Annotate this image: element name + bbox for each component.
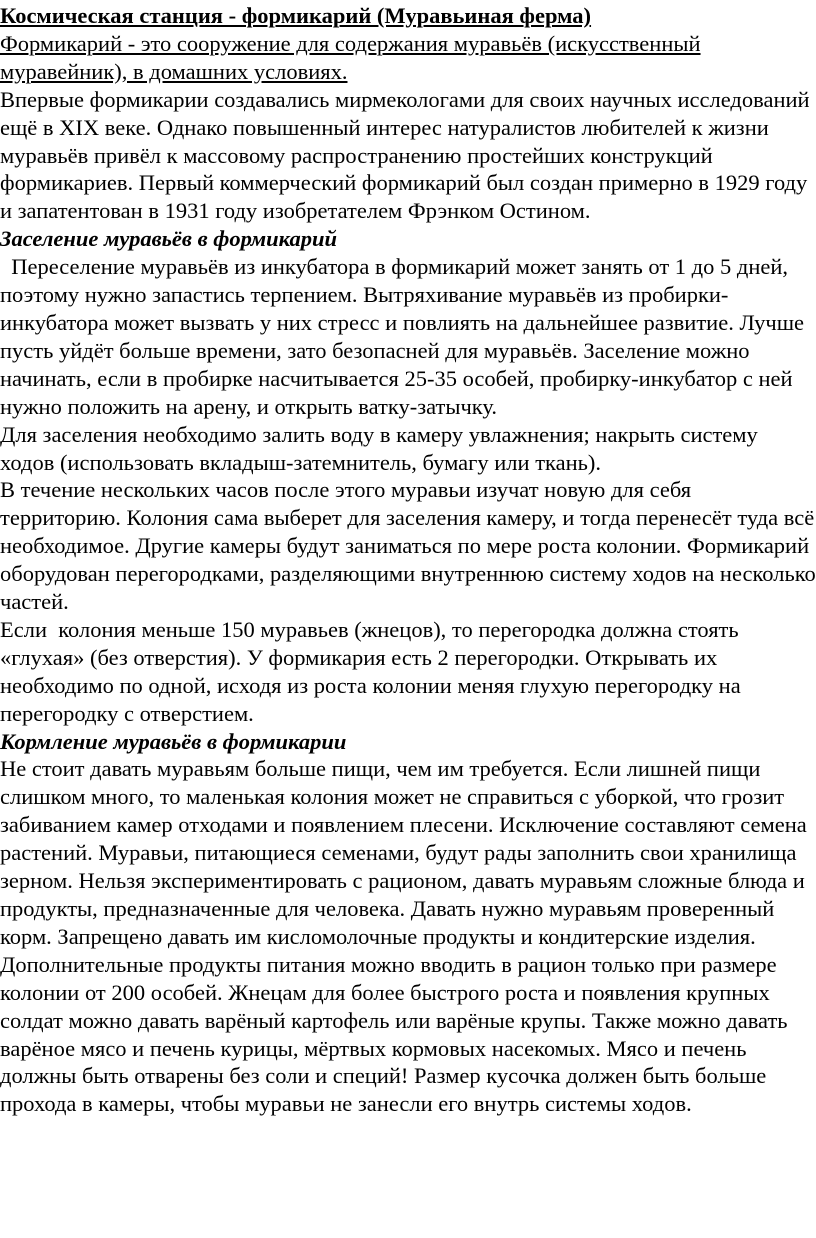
settlement-paragraph-1: Переселение муравьёв из инкубатора в формикарий может занять от 1 до 5 дней, поэтому нужно запастись терпением. Вытряхивание муравьёв из пробирки-инкубатора может вызвать у них стресс и повлиять на дальнейшее развитие. Лучше пусть уйдёт больше времени, зато безопасней для муравьёв. Заселение можно начинать, если в пробирке насчитывается 25-35 особей, пробирку-инкубатор с ней нужно положить на арену, и открыть ватку-затычку. [0,254,810,419]
intro-paragraph: Формикарий - это сооружение для содержания муравьёв (искусственный муравейник), в домашних условиях. [0,30,701,84]
document-title: Космическая станция - формикарий (Муравьиная ферма) [0,3,592,28]
settlement-paragraph-2: Для заселения необходимо залить воду в камеру увлажнения; накрыть систему ходов (использовать вкладыш-затемнитель, бумагу или ткань). [0,421,758,475]
feeding-heading: Кормление муравьёв в формикарии [0,728,347,754]
history-paragraph: Впервые формикарии создавались мирмекологами для своих научных исследований ещё в XIX веке. Однако повышенный интерес натуралистов любителей к жизни муравьёв привёл к массовому распространению простейших конструкций формикариев. Первый коммерческий формикарий был создан примерно в 1929 году и запатентован в 1931 году изобретателем Фрэнком Остином. [0,86,810,224]
settlement-heading: Заселение муравьёв в формикарий [0,226,338,252]
feeding-paragraph-2: Дополнительные продукты питания можно вводить в рацион только при размере колонии от 200 особей. Жнецам для более быстрого роста и появления крупных солдат можно давать варёный картофель или варёные крупы. Также можно давать варёное мясо и печень курицы, мёртвых кормовых насекомых. Мясо и печень должны быть отварены без соли и специй! Размер кусочка должен быть больше прохода в камеры, чтобы муравьи не занесли его внутрь системы ходов. [0,951,788,1117]
settlement-paragraph-4: Если колония меньше 150 муравьев (жнецов), то перегородка должна стоять «глухая» (без отверстия). У формикария есть 2 перегородки. Открывать их необходимо по одной, исходя из роста колонии меняя глухую перегородку на перегородку с отверстием. [0,616,747,726]
settlement-paragraph-3: В течение нескольких часов после этого муравьи изучат новую для себя территорию. Колония сама выберет для заселения камеру, и тогда перенесёт туда всё необходимое. Другие камеры будут заниматься по мере роста колонии. Формикарий оборудован перегородками, разделяющими внутреннюю систему ходов на несколько частей. [0,477,816,615]
feeding-paragraph-1: Не стоит давать муравьям больше пищи, чем им требуется. Если лишней пищи слишком много, то маленькая колония может не справиться с уборкой, что грозит забиванием камер отходами и появлением плесени. Исключение составляют семена растений. Муравьи, питающиеся семенами, будут рады заполнить свои хранилища зерном. Нельзя экспериментировать с рационом, давать муравьям сложные блюда и продукты, предназначенные для человека. Давать нужно муравьям проверенный корм. Запрещено давать им кисломолочные продукты и кондитерские изделия. [0,756,807,949]
